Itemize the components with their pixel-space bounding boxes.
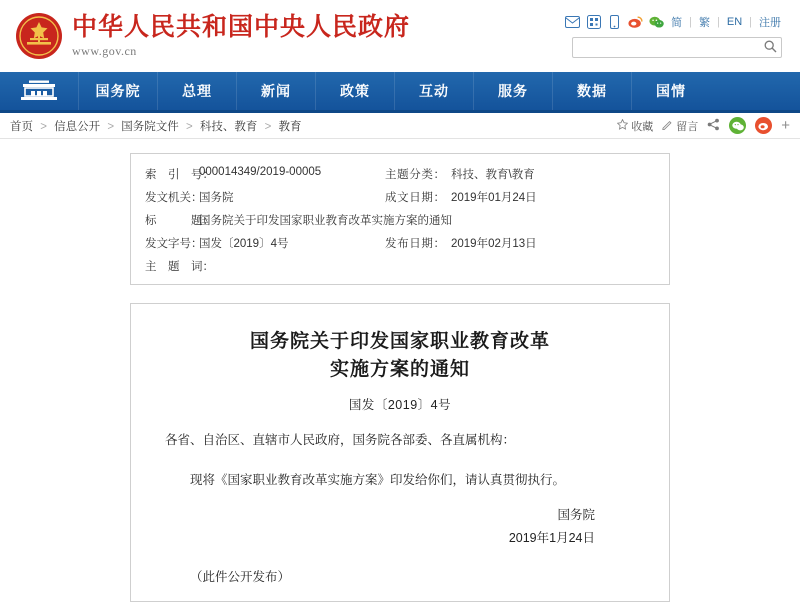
- doc-title-line-1: 国务院关于印发国家职业教育改革: [249, 330, 550, 352]
- breadcrumb-bar: [0, 113, 800, 139]
- lang-link-simplified[interactable]: 简: [671, 17, 683, 29]
- wechat-share-icon[interactable]: [729, 117, 746, 134]
- nav-item-zongli[interactable]: 总理: [157, 72, 236, 110]
- nav-item-shuju[interactable]: 数据: [552, 72, 631, 110]
- breadcrumb-item-science-education[interactable]: 科技、教育: [199, 120, 258, 133]
- doc-paragraph-salutation: 各省、自治区、直辖市人民政府，国务院各部委、各直属机构：: [165, 433, 516, 448]
- breadcrumb-item-education: 教育: [278, 120, 302, 133]
- mobile-icon[interactable]: [607, 15, 622, 30]
- favorite-button[interactable]: [617, 118, 653, 134]
- lang-link-english[interactable]: EN: [726, 16, 743, 28]
- doc-paragraph-body: 现将《国家职业教育改革实施方案》印发给你们，请认真贯彻执行。: [190, 473, 566, 488]
- share-icon: [707, 118, 720, 134]
- meta-value-category: 科技、教育\教育: [451, 169, 535, 181]
- breadcrumb-separator: >: [185, 120, 193, 133]
- home-gate-icon[interactable]: [0, 72, 78, 110]
- doc-signature: [165, 504, 635, 552]
- search-button[interactable]: [759, 38, 781, 57]
- pencil-icon: [662, 119, 673, 133]
- star-icon: [617, 119, 628, 133]
- meta-value-doc-number: 国发〔2019〕4号: [199, 238, 289, 250]
- register-link[interactable]: 注册: [759, 17, 781, 29]
- breadcrumb-item-home[interactable]: 首页: [10, 120, 33, 133]
- header-utilities: [565, 14, 786, 58]
- main-navigation: [0, 72, 800, 113]
- meta-label-keywords: 主 题 词：: [145, 261, 214, 273]
- doc-number: 国发〔2019〕4号: [348, 398, 452, 413]
- meta-label-issuing-body: 发文机关：: [145, 192, 203, 204]
- divider: |: [689, 16, 692, 28]
- meta-value-title: 国务院关于印发国家职业教育改革实施方案的通知: [199, 215, 452, 227]
- meta-value-index-no: 000014349/2019-00005: [199, 166, 322, 178]
- divider: |: [717, 16, 720, 28]
- signer-name: 国务院: [557, 507, 595, 522]
- nav-item-hudong[interactable]: 互动: [394, 72, 473, 110]
- meta-label-publish-date: 发布日期：: [385, 238, 445, 250]
- signer-date: 2019年1月24日: [508, 531, 595, 546]
- meta-value-issuing-body: 国务院: [199, 192, 234, 204]
- divider: |: [749, 16, 752, 28]
- share-button[interactable]: [707, 118, 720, 134]
- favorite-label: 收藏: [631, 120, 654, 133]
- doc-title-line-2: 实施方案的通知: [329, 357, 470, 380]
- search-bar[interactable]: [572, 37, 782, 58]
- search-input[interactable]: [573, 38, 759, 57]
- nav-item-zhengce[interactable]: 政策: [315, 72, 394, 110]
- nav-item-guowuyuan[interactable]: 国务院: [78, 72, 157, 110]
- breadcrumb-separator: >: [264, 120, 272, 133]
- meta-label-index-no: 索 引 号：: [145, 169, 214, 181]
- mail-icon[interactable]: [565, 15, 580, 30]
- breadcrumb-item-info-disclosure[interactable]: 信息公开: [54, 120, 101, 133]
- document-meta-box: [130, 153, 670, 285]
- plus-icon[interactable]: +: [781, 117, 790, 134]
- breadcrumb: [10, 118, 302, 134]
- document-meta-grid: [145, 166, 655, 274]
- wechat-icon[interactable]: [649, 15, 664, 30]
- meta-label-category: 主题分类：: [385, 169, 445, 181]
- breadcrumb-item-state-council-docs[interactable]: 国务院文件: [121, 120, 179, 133]
- qr-code-icon[interactable]: [586, 15, 601, 30]
- nav-item-xinwen[interactable]: 新闻: [236, 72, 315, 110]
- site-identity: [72, 13, 410, 60]
- breadcrumb-separator: >: [107, 120, 115, 133]
- message-button[interactable]: [662, 118, 698, 134]
- message-label: 留言: [676, 120, 699, 133]
- document-body-box: [130, 303, 670, 602]
- nav-item-guoqing[interactable]: 国情: [631, 72, 710, 110]
- breadcrumb-separator: >: [40, 120, 47, 133]
- site-header: [0, 0, 800, 72]
- meta-value-publish-date: 2019年02月13日: [451, 238, 537, 250]
- article-container: [0, 139, 800, 602]
- site-domain: www.gov.cn: [72, 44, 137, 59]
- doc-note: （此件公开发布）: [190, 570, 291, 585]
- meta-label-title: 标 题：: [145, 215, 214, 227]
- nav-item-fuwu[interactable]: 服务: [473, 72, 552, 110]
- utility-row: [565, 14, 782, 30]
- weibo-share-icon[interactable]: [755, 117, 772, 134]
- national-emblem-icon: [14, 11, 64, 61]
- meta-label-doc-number: 发文字号：: [145, 238, 203, 250]
- page-tools: [617, 117, 790, 134]
- search-icon: [764, 40, 777, 56]
- meta-label-drafted-date: 成文日期：: [385, 192, 445, 204]
- meta-value-drafted-date: 2019年01月24日: [451, 192, 537, 204]
- lang-link-traditional[interactable]: 繁: [699, 17, 710, 29]
- weibo-icon[interactable]: [628, 15, 643, 30]
- site-title: 中华人民共和国中央人民政府: [72, 11, 411, 41]
- page-title: [165, 328, 635, 383]
